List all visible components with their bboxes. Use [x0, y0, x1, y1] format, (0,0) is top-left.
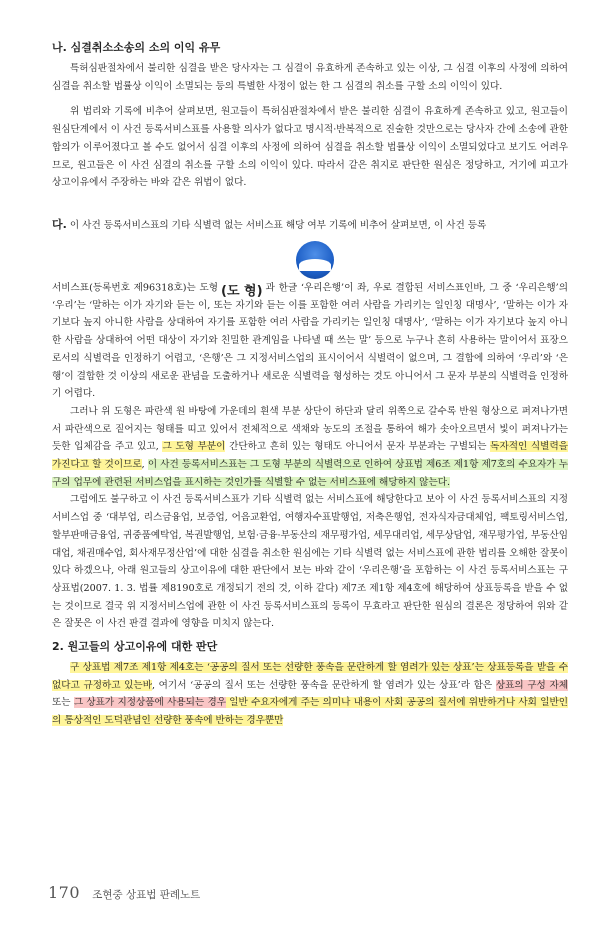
- highlight-article-7: 구 상표법 제7조 제1항 제4호는 ‘공공의 질서 또는 선량한 풍속을 문란하게 할 염려가 있는 상표’는 상표등록을 받을 수 없다고 규정하고 있는바: [52, 662, 568, 691]
- paragraph-a-before: 서비스표(등록번호 제96318호)는 도형: [52, 281, 219, 293]
- paragraph-b-text-1: 그러나 위 도형은 파란색 원 바탕에 가운데의 흰색 부분 상단이 하단과 달리 위쪽으로 갈수록 반원 형상으로 퍼져나가면서 파란색으로 짙어지는 형태를 띠고 있어서 전체적으로 색채와 농도의 조절을 통하여 해가 솟아오르면서 빛이 퍼져나가는 듯한 입체감을 주고 있고,: [52, 405, 568, 453]
- section-da-paragraph-a: [52, 279, 568, 403]
- paragraph-b-text-3: ,: [141, 459, 148, 471]
- highlight-distinctiveness: 독자적인 식별력을 가진다고 할 것이므로: [52, 441, 568, 471]
- highlight-conclusion: 이 사건 등록서비스표는 그 도형 부분의 식별력으로 인하여 상표법 제6조 제1항 제7호의 수요자가 누구의 업무에 관련된 서비스업을 표시하는 것인가를 식별할 수 없는 서비스표에 해당하지 않는다.: [52, 459, 569, 488]
- page-number: 170: [48, 883, 81, 902]
- section-da-intro: [52, 216, 568, 235]
- section-2-paragraph: [52, 659, 568, 730]
- section-2-text-3: 일반 수요자에게 주는 의미나 내용이 사회 공공의 질서에 위반하거나 사회 일반인의 통상적인 도덕관념인 선량한 풍속에 반하는 경우뿐만: [52, 697, 568, 727]
- section-da-label: 다.: [52, 217, 67, 231]
- section-na-heading: 나. 심결취소소송의 소의 이익 유무: [52, 41, 221, 54]
- book-title: 조현중 상표법 판례노트: [92, 889, 201, 901]
- document-page: [52, 40, 568, 730]
- logo-caption: (도 형): [221, 283, 263, 299]
- paragraph-a-after: 과 한글 ‘우리은행’이 좌, 우로 결합된 서비스표인바, 그 중 ‘우리은행’의 ‘우리’는 ‘말하는 이가 자기와 듣는 이, 또는 자기와 듣는 이를 포함한 여러 사람을 가리키는 일인칭 대명사’, ‘말하는 이가 자기보다 높지 아니한 사람을 상대하여 자기를 포함한 여러 사람을 가리키는 일인칭 대명사’, ‘말하는 이가 자기보다 높지 아니한 사람을 상대하여 어떤 대상이 자기와 친밀한 관계임을 나타낼 때 쓰는 말’ 등으로 누구나 흔히 사용하는 말이어서 표장으로서의 식별력을 인정하기 어렵고, ‘은행’은 그 지정서비스업의 표시이어서 식별력이 없으며, 그 결합에 의하여 ‘우리’와 ‘은행’이 결합한 것 이상의 새로운 관념을 도출하거나 새로운 식별력을 형성하는 것도 아니어서 그 문자 부분의 식별력을 인정하기 어렵다.: [52, 281, 568, 400]
- highlight-designated-goods: 그 상표가 지정상품에 사용되는 경우: [73, 697, 226, 709]
- page-footer: [48, 883, 200, 902]
- woori-bank-logo-icon: [296, 241, 334, 279]
- section-na-paragraph-1: 특허심판절차에서 불리한 심결을 받은 당사자는 그 심결이 유효하게 존속하고 있는 이상, 그 심결 이후의 사정에 의하여 심결을 취소할 법률상 이익이 소멸되는 등의 특별한 사정이 없는 한 그 심결의 취소를 구할 소의 이익이 있다.: [52, 63, 568, 92]
- section-da-intro-text: 이 사건 등록서비스표의 기타 식별력 없는 서비스표 해당 여부 기록에 비추어 살펴보면, 이 사건 등록: [66, 219, 487, 231]
- section-2-text-1: , 여기서 ‘공공의 질서 또는 선량한 풍속을 문란하게 할 염려가 있는 상표’라 함은: [151, 679, 496, 691]
- section-da-paragraph-c: 그럼에도 불구하고 이 사건 등록서비스표가 기타 식별력 없는 서비스표에 해당한다고 보아 이 사건 등록서비스표의 지정서비스업 중 ‘대부업, 리스금융업, 보증업, 어음교환업, 여행자수표발행업, 저축은행업, 전자식자금대체업, 팩토링서비스업, 할부판매금융업, 귀중품예탁업, 복권발행업, 보험·금융·부동산의 재무평가업, 세무대리업, 세무상담업, 재무평가업, 부동산임대업, 채권매수업, 회사재무정산업’에 대한 심결을 취소한 원심에는 기타 식별력 없는 서비스표에 관한 법리를 오해한 잘못이 있다 하겠으나, 아래 원고들의 상고이유에 대한 판단에서 보는 바와 같이 ‘우리은행’을 포함하는 이 사건 등록서비스표는 구 상표법(2007. 1. 3. 법률 제8190호로 개정되기 전의 것, 이하 같다) 제7조 제1항 제4호에 해당하여 상표등록을 받을 수 없는 것이므로 결국 위 지정서비스업에 관한 이 사건 등록서비스표의 등록이 무효라고 판단한 원심의 결론은 정당하여 위와 같은 잘못은 이 사건 판결 결과에 영향을 미치지 않는다.: [52, 494, 568, 630]
- paragraph-b-text-2: 간단하고 흔히 있는 형태도 아니어서 문자 부분과는 구별되는: [225, 441, 491, 453]
- service-mark-figure: [52, 241, 568, 279]
- section-da-paragraph-b: [52, 403, 568, 492]
- section-2-text-2: 또는: [52, 697, 74, 709]
- highlight-mark-composition: 상표의 구성 자체: [495, 679, 568, 691]
- section-na-paragraph-2: 위 법리와 기록에 비추어 살펴보면, 원고들이 특허심판절차에서 받은 불리한 심결이 유효하게 존속하고 있고, 원고들이 원심단계에서 이 사건 등록서비스표를 사용할 의사가 없다고 명시적·반복적으로 진술한 것만으로는 당사자 간에 소송에 관한 합의가 이루어졌다고 볼 수도 없어서 심결 이후의 사정에 의하여 심결을 취소할 법률상 이익이 소멸되었다고 보기도 어려우므로, 원고들은 이 사건 심결의 취소를 구할 소의 이익이 있다. 따라서 같은 취지로 판단한 원심은 정당하고, 거기에 피고가 상고이유에서 주장하는 바와 같은 위법이 없다.: [52, 106, 568, 189]
- section-2-heading: 2. 원고들의 상고이유에 대한 판단: [52, 640, 218, 654]
- highlight-shape-part: 그 도형 부분이: [162, 441, 226, 453]
